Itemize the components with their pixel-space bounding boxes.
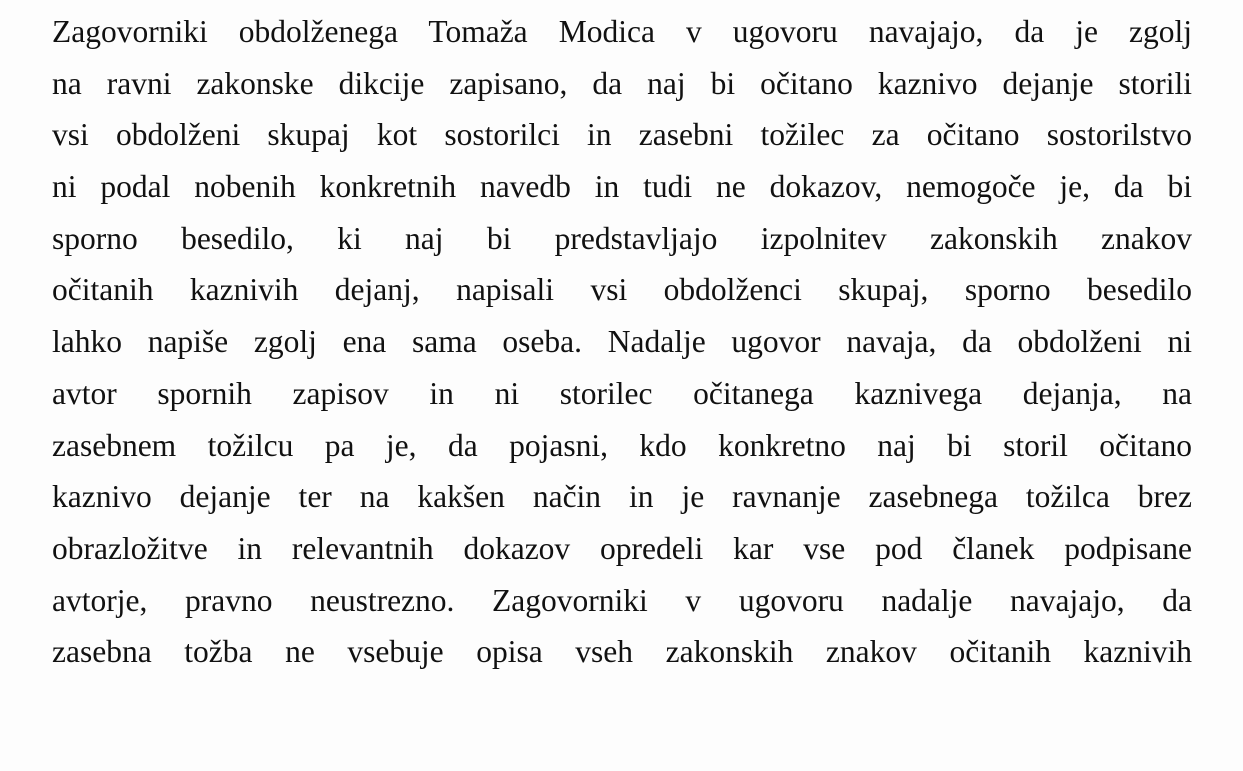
- text-line: na ravni zakonske dikcije zapisano, da naj bi očitano kaznivo dejanje storili: [52, 65, 1192, 101]
- text-line: Zagovorniki obdolženega Tomaža Modica v ugovoru navajajo, da je zgolj: [52, 14, 1192, 49]
- text-line: obrazložitve in relevantnih dokazov opredeli kar vse pod članek podpisane: [52, 530, 1192, 566]
- text-line: kaznivo dejanje ter na kakšen način in je ravnanje zasebnega tožilca brez: [52, 479, 1192, 515]
- text-line: sporno besedilo, ki naj bi predstavljajo izpolnitev zakonskih znakov: [52, 220, 1192, 256]
- text-line: avtorje, pravno neustrezno. Zagovorniki v ugovoru nadalje navajajo, da: [52, 582, 1192, 618]
- text-line: očitanih kaznivih dejanj, napisali vsi obdolženci skupaj, sporno besedilo: [52, 272, 1192, 308]
- body-paragraph: [52, 6, 1192, 678]
- text-line: lahko napiše zgolj ena sama oseba. Nadalje ugovor navaja, da obdolženi ni: [52, 324, 1192, 360]
- text-line: vsi obdolženi skupaj kot sostorilci in zasebni tožilec za očitano sostorilstvo: [52, 117, 1192, 153]
- text-line: zasebna tožba ne vsebuje opisa vseh zakonskih znakov očitanih kaznivih: [52, 634, 1192, 670]
- text-line: avtor spornih zapisov in ni storilec očitanega kaznivega dejanja, na: [52, 375, 1192, 411]
- text-line: zasebnem tožilcu pa je, da pojasni, kdo konkretno naj bi storil očitano: [52, 427, 1192, 463]
- text-line: ni podal nobenih konkretnih navedb in tudi ne dokazov, nemogoče je, da bi: [52, 169, 1192, 205]
